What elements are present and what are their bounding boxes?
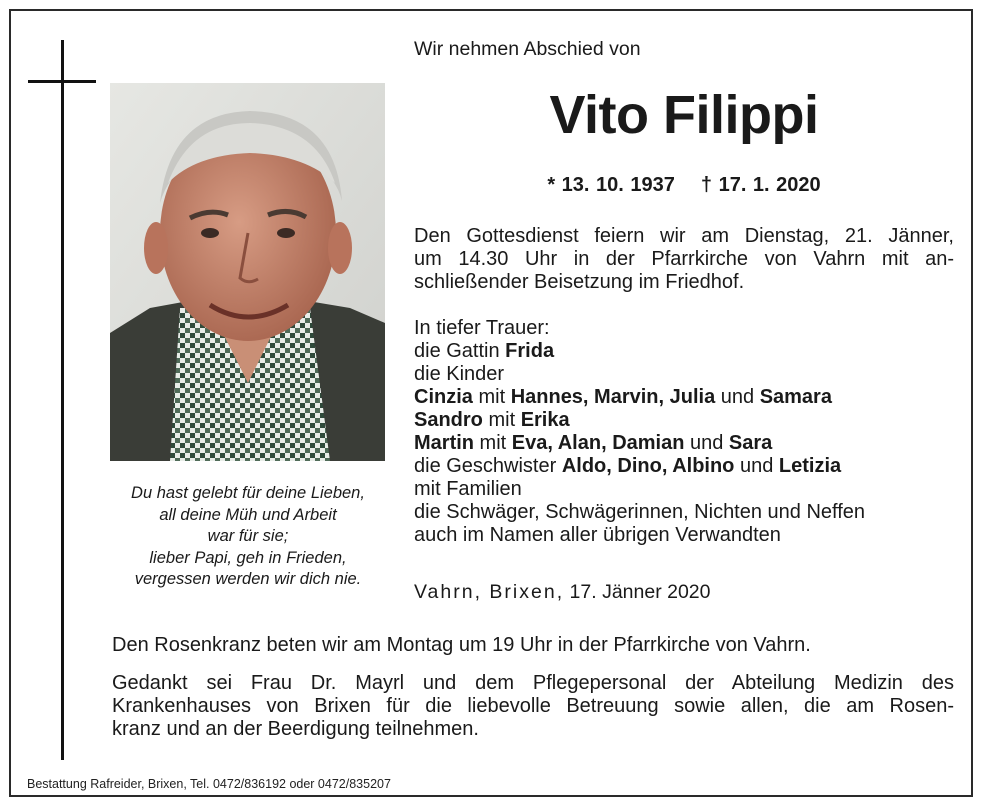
funeral-home-footer: Bestattung Rafreider, Brixen, Tel. 0472/836192 oder 0472/835207 — [27, 777, 391, 791]
verse-line: all deine Müh und Arbeit — [159, 505, 337, 524]
mourner-in-laws: die Schwäger, Schwägerinnen, Nichten und Neffen — [414, 501, 866, 523]
service-announcement — [414, 225, 954, 294]
cross-icon-bar — [28, 80, 96, 83]
mourner-child: Martin mit Eva, Alan, Damian und Sara — [414, 432, 773, 454]
thanks-line: kranz und an der Beerdigung teilnehmen. — [112, 718, 479, 740]
thanks-line: Krankenhauses von Brixen für die liebevolle Betreuung sowie allen, die am Rosen- — [112, 695, 954, 717]
place-date — [414, 581, 711, 604]
service-line: Den Gottesdienst feiern wir am Dienstag, 21. Jänner, — [414, 225, 954, 247]
service-line: um 14.30 Uhr in der Pfarrkirche von Vahrn mit an- — [414, 248, 954, 270]
birth-date: * 13. 10. 1937 — [547, 174, 675, 196]
mourner-child: Cinzia mit Hannes, Marvin, Julia und Samara — [414, 386, 832, 408]
rosary-announcement: Den Rosenkranz beten wir am Montag um 19 Uhr in der Pfarrkirche von Vahrn. — [112, 634, 811, 656]
verse-line: lieber Papi, geh in Frieden, — [149, 548, 347, 567]
mourners-list — [414, 317, 954, 547]
portrait-photo — [110, 83, 385, 461]
service-line: schließender Beisetzung im Friedhof. — [414, 271, 745, 293]
deceased-name: Vito Filippi — [549, 85, 819, 145]
cross-icon — [61, 40, 64, 760]
verse-line: vergessen werden wir dich nie. — [134, 570, 362, 588]
mourner-children-label: die Kinder — [414, 363, 505, 385]
thanks-text — [112, 672, 954, 741]
thanks-line: Gedankt sei Frau Dr. Mayrl und dem Pflegepersonal der Abteilung Medizin des — [112, 672, 954, 694]
mourners-heading: In tiefer Trauer: — [414, 317, 550, 339]
verse-line: war für sie; — [207, 527, 289, 545]
notice-date: 17. Jänner 2020 — [569, 581, 711, 603]
mourner-families: mit Familien — [414, 478, 522, 500]
death-date: † 17. 1. 2020 — [700, 174, 821, 196]
verse-line: Du hast gelebt für deine Lieben, — [131, 484, 365, 502]
memorial-verse — [100, 483, 396, 591]
mourner-siblings: die Geschwister Aldo, Dino, Albino und Letizia — [414, 455, 842, 477]
intro-text: Wir nehmen Abschied von — [414, 38, 641, 60]
life-dates — [414, 174, 954, 197]
mourner-relatives: auch im Namen aller übrigen Verwandten — [414, 524, 781, 546]
mourner-child: Sandro mit Erika — [414, 409, 570, 431]
place: Vahrn, Brixen, — [414, 581, 565, 603]
mourner-wife: die Gattin Frida — [414, 340, 555, 362]
